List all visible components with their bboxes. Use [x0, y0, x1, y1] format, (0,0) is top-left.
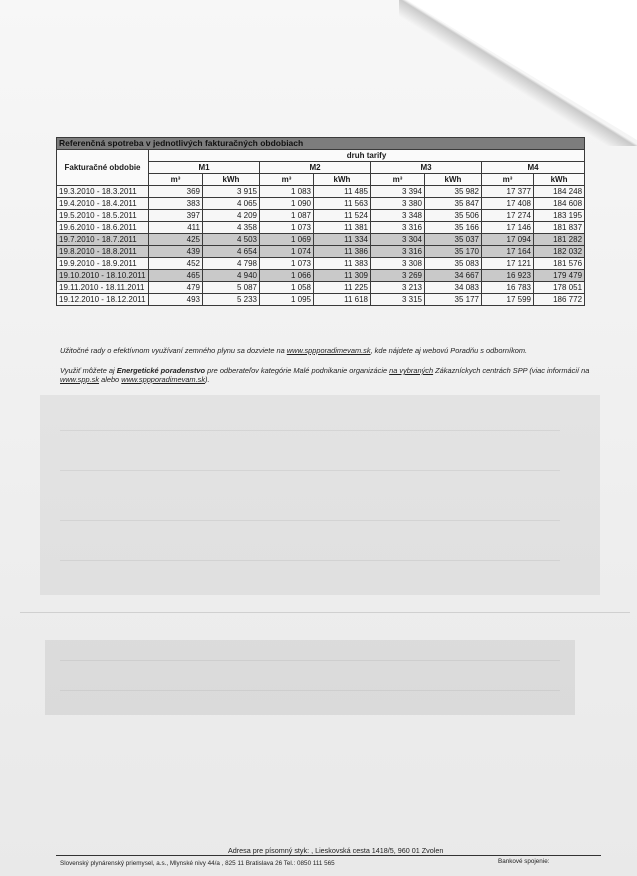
spp-link[interactable]: www.spp.sk: [60, 375, 100, 384]
unit-header-m3: m³: [260, 174, 314, 186]
value-cell: 16 783: [482, 282, 534, 294]
value-cell: 465: [149, 270, 203, 282]
tariff-header-m1: M1: [149, 162, 260, 174]
value-cell: 3 315: [371, 294, 425, 306]
unit-header-m3: m³: [482, 174, 534, 186]
value-cell: 11 381: [314, 222, 371, 234]
value-cell: 425: [149, 234, 203, 246]
value-cell: 397: [149, 210, 203, 222]
unit-header-kwh: kWh: [314, 174, 371, 186]
value-cell: 11 618: [314, 294, 371, 306]
value-cell: 35 037: [425, 234, 482, 246]
value-cell: 17 164: [482, 246, 534, 258]
advice-link-2[interactable]: www.sppporadimevam.sk: [121, 375, 206, 384]
value-cell: 4 065: [203, 198, 260, 210]
value-cell: 17 408: [482, 198, 534, 210]
table-row: [57, 270, 585, 282]
value-cell: 178 051: [534, 282, 585, 294]
value-cell: 1 058: [260, 282, 314, 294]
value-cell: 35 083: [425, 258, 482, 270]
value-cell: 181 837: [534, 222, 585, 234]
value-cell: 1 087: [260, 210, 314, 222]
value-cell: 17 121: [482, 258, 534, 270]
value-cell: 11 309: [314, 270, 371, 282]
value-cell: 35 847: [425, 198, 482, 210]
period-cell: 19.4.2010 - 18.4.2011: [57, 198, 149, 210]
period-cell: 19.12.2010 - 18.12.2011: [57, 294, 149, 306]
advice-note: Užitočné rady o efektívnom využívaní zemného plynu sa dozviete na www.sppporadimevam.sk, kde nájdete aj webovú Poradňu s odborníkom.: [60, 346, 528, 355]
value-cell: 179 479: [534, 270, 585, 282]
period-cell: 19.5.2010 - 18.5.2011: [57, 210, 149, 222]
value-cell: 17 146: [482, 222, 534, 234]
value-cell: 369: [149, 186, 203, 198]
tariff-group-header: druh tarify: [149, 150, 585, 162]
value-cell: 11 383: [314, 258, 371, 270]
value-cell: 3 316: [371, 246, 425, 258]
value-cell: 4 503: [203, 234, 260, 246]
table-row: [57, 210, 585, 222]
value-cell: 479: [149, 282, 203, 294]
value-cell: 181 282: [534, 234, 585, 246]
value-cell: 1 083: [260, 186, 314, 198]
value-cell: 3 915: [203, 186, 260, 198]
value-cell: 4 358: [203, 222, 260, 234]
value-cell: 1 066: [260, 270, 314, 282]
value-cell: 35 506: [425, 210, 482, 222]
table-row: [57, 258, 585, 270]
value-cell: 34 083: [425, 282, 482, 294]
value-cell: 34 667: [425, 270, 482, 282]
unit-header-m3: m³: [371, 174, 425, 186]
value-cell: 452: [149, 258, 203, 270]
tariff-header-m4: M4: [482, 162, 585, 174]
value-cell: 17 274: [482, 210, 534, 222]
value-cell: 17 094: [482, 234, 534, 246]
value-cell: 35 170: [425, 246, 482, 258]
unit-header-m3: m³: [149, 174, 203, 186]
value-cell: 1 074: [260, 246, 314, 258]
value-cell: 3 394: [371, 186, 425, 198]
value-cell: 5 087: [203, 282, 260, 294]
value-cell: 439: [149, 246, 203, 258]
unit-header-kwh: kWh: [425, 174, 482, 186]
value-cell: 3 316: [371, 222, 425, 234]
table-row: [57, 222, 585, 234]
footer-divider: [56, 855, 601, 856]
tariff-header-m3: M3: [371, 162, 482, 174]
energy-consulting-note: Využiť môžete aj Energetické poradenstvo pre odberateľov kategórie Malé podnikanie organizácie na vybraných Zákazníckych centrách SPP (viac informácií na www.spp.sk alebo www.sppporadimevam.sk).: [60, 366, 590, 384]
value-cell: 11 563: [314, 198, 371, 210]
folded-corner: [407, 0, 637, 140]
value-cell: 4 798: [203, 258, 260, 270]
unit-header-kwh: kWh: [534, 174, 585, 186]
value-cell: 1 095: [260, 294, 314, 306]
value-cell: 1 073: [260, 222, 314, 234]
value-cell: 3 213: [371, 282, 425, 294]
table-row: [57, 234, 585, 246]
reference-consumption-table-wrapper: [56, 137, 584, 306]
period-cell: 19.8.2010 - 18.8.2011: [57, 246, 149, 258]
period-cell: 19.6.2010 - 18.6.2011: [57, 222, 149, 234]
unit-header-kwh: kWh: [203, 174, 260, 186]
value-cell: 3 308: [371, 258, 425, 270]
value-cell: 184 608: [534, 198, 585, 210]
table-row: [57, 294, 585, 306]
value-cell: 184 248: [534, 186, 585, 198]
value-cell: 3 304: [371, 234, 425, 246]
value-cell: 411: [149, 222, 203, 234]
value-cell: 4 209: [203, 210, 260, 222]
value-cell: 1 069: [260, 234, 314, 246]
value-cell: 4 940: [203, 270, 260, 282]
value-cell: 16 923: [482, 270, 534, 282]
value-cell: 3 348: [371, 210, 425, 222]
company-info: Slovenský plynárenský priemysel, a.s., Mlynské nivy 44/a , 825 11 Bratislava 26 Tel.: 0850 111 565: [60, 860, 335, 867]
value-cell: 11 334: [314, 234, 371, 246]
value-cell: 1 090: [260, 198, 314, 210]
table-row: [57, 246, 585, 258]
period-cell: 19.7.2010 - 18.7.2011: [57, 234, 149, 246]
table-row: [57, 282, 585, 294]
reference-consumption-table: [56, 137, 585, 306]
period-column-header: Fakturačné obdobie: [57, 150, 149, 186]
value-cell: 17 599: [482, 294, 534, 306]
period-cell: 19.10.2010 - 18.10.2011: [57, 270, 149, 282]
value-cell: 183 195: [534, 210, 585, 222]
period-cell: 19.3.2010 - 18.3.2011: [57, 186, 149, 198]
value-cell: 35 177: [425, 294, 482, 306]
value-cell: 11 524: [314, 210, 371, 222]
value-cell: 383: [149, 198, 203, 210]
value-cell: 35 982: [425, 186, 482, 198]
table-row: [57, 198, 585, 210]
value-cell: 181 576: [534, 258, 585, 270]
table-row: [57, 186, 585, 198]
value-cell: 186 772: [534, 294, 585, 306]
value-cell: 11 225: [314, 282, 371, 294]
value-cell: 11 386: [314, 246, 371, 258]
value-cell: 3 269: [371, 270, 425, 282]
value-cell: 11 485: [314, 186, 371, 198]
value-cell: 5 233: [203, 294, 260, 306]
table-title: Referenčná spotreba v jednotlivých fakturačných obdobiach: [57, 138, 585, 150]
value-cell: 4 654: [203, 246, 260, 258]
value-cell: 3 380: [371, 198, 425, 210]
value-cell: 182 032: [534, 246, 585, 258]
bleed-through-area: [40, 395, 600, 595]
bank-details-label: Bankové spojenie:: [498, 858, 550, 865]
value-cell: 1 073: [260, 258, 314, 270]
period-cell: 19.11.2010 - 18.11.2011: [57, 282, 149, 294]
tariff-header-m2: M2: [260, 162, 371, 174]
value-cell: 17 377: [482, 186, 534, 198]
advice-link[interactable]: www.sppporadimevam.sk: [286, 346, 371, 355]
period-cell: 19.9.2010 - 18.9.2011: [57, 258, 149, 270]
value-cell: 35 166: [425, 222, 482, 234]
correspondence-address: Adresa pre písomný styk: , Lieskovská cesta 1418/5, 960 01 Zvolen: [228, 846, 444, 855]
bleed-through-table: [45, 640, 575, 715]
selected-centers-link[interactable]: na vybraných: [389, 366, 434, 375]
value-cell: 493: [149, 294, 203, 306]
